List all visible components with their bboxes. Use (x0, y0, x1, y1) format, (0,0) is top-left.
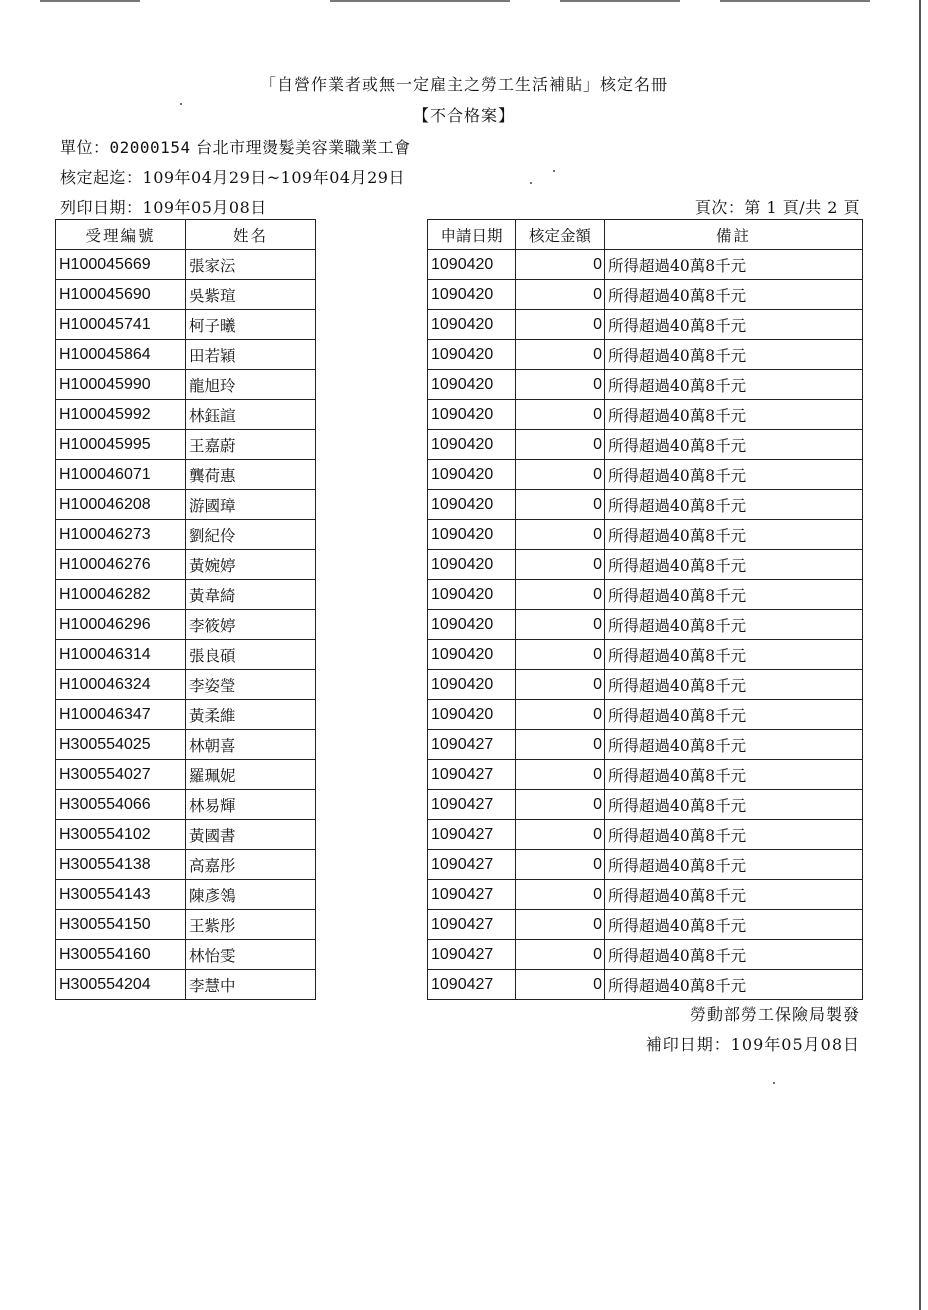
approved-amount-cell: 0 (516, 940, 605, 970)
table-row (56, 520, 316, 550)
apply-date-cell: 1090427 (428, 790, 516, 820)
table-row (56, 970, 316, 1000)
apply-date-cell: 1090420 (428, 430, 516, 460)
approved-amount-cell: 0 (516, 880, 605, 910)
table-row (56, 310, 316, 340)
table-row (428, 250, 863, 280)
remarks-cell: 所得超過40萬8千元 (605, 700, 863, 730)
name-cell: 龔荷惠 (186, 460, 316, 490)
remarks-cell: 所得超過40萬8千元 (605, 940, 863, 970)
approved-amount-cell: 0 (516, 280, 605, 310)
name-cell: 龍旭玲 (186, 370, 316, 400)
name-cell: 張良碩 (186, 640, 316, 670)
period-line (60, 165, 405, 188)
name-cell: 黃婉婷 (186, 550, 316, 580)
name-cell: 田若穎 (186, 340, 316, 370)
approved-amount-cell: 0 (516, 460, 605, 490)
scan-top-line (720, 0, 870, 2)
remarks-cell: 所得超過40萬8千元 (605, 370, 863, 400)
approved-amount-cell: 0 (516, 790, 605, 820)
name-cell: 黃柔維 (186, 700, 316, 730)
table-row (428, 370, 863, 400)
table-row (428, 520, 863, 550)
reprint-line (646, 1032, 860, 1055)
table-row (428, 940, 863, 970)
table-row (428, 400, 863, 430)
approved-amount-cell: 0 (516, 370, 605, 400)
case-number-cell: H100045864 (56, 340, 186, 370)
table-row (56, 760, 316, 790)
table-row (56, 430, 316, 460)
unit-code: 02000154 (109, 138, 191, 157)
document-title: 「自營作業者或無一定雇主之勞工生活補貼」核定名冊 (259, 75, 668, 94)
apply-date-cell: 1090420 (428, 280, 516, 310)
print-date-label: 列印日期： (60, 198, 143, 217)
table-row (56, 340, 316, 370)
remarks-cell: 所得超過40萬8千元 (605, 820, 863, 850)
name-cell: 李姿瑩 (186, 670, 316, 700)
remarks-cell: 所得超過40萬8千元 (605, 580, 863, 610)
apply-date-cell: 1090420 (428, 700, 516, 730)
table-row (56, 670, 316, 700)
case-number-cell: H100046347 (56, 700, 186, 730)
table-row (56, 400, 316, 430)
apply-date-cell: 1090427 (428, 970, 516, 1000)
table-row (428, 820, 863, 850)
approved-amount-cell: 0 (516, 310, 605, 340)
apply-date-cell: 1090420 (428, 460, 516, 490)
name-cell: 林易輝 (186, 790, 316, 820)
case-number-cell: H300554025 (56, 730, 186, 760)
header-apply-date: 申請日期 (428, 220, 516, 250)
table-row (428, 700, 863, 730)
name-cell: 李慧中 (186, 970, 316, 1000)
scan-speck (530, 182, 532, 184)
table-row (428, 610, 863, 640)
table-row (428, 460, 863, 490)
header-remarks: 備註 (605, 220, 863, 250)
name-cell: 黃韋綺 (186, 580, 316, 610)
table-row (56, 700, 316, 730)
case-number-cell: H100046282 (56, 580, 186, 610)
print-date-line (60, 195, 267, 218)
table-row (428, 310, 863, 340)
scan-speck (773, 1082, 775, 1084)
case-number-cell: H300554066 (56, 790, 186, 820)
approved-amount-cell: 0 (516, 340, 605, 370)
table-header-row (428, 220, 863, 250)
unit-name: 台北市理燙髮美容業職業工會 (196, 138, 411, 157)
table-row (56, 820, 316, 850)
scan-edge-line (919, 0, 921, 1310)
approved-amount-cell: 0 (516, 400, 605, 430)
name-cell: 王紫彤 (186, 910, 316, 940)
document-subtitle: 【不合格案】 (412, 106, 515, 125)
table-row (428, 490, 863, 520)
name-cell: 張家沄 (186, 250, 316, 280)
case-number-cell: H300554102 (56, 820, 186, 850)
unit-label: 單位： (60, 138, 110, 157)
remarks-cell: 所得超過40萬8千元 (605, 280, 863, 310)
apply-date-cell: 1090427 (428, 820, 516, 850)
name-cell: 王嘉蔚 (186, 430, 316, 460)
name-cell: 高嘉彤 (186, 850, 316, 880)
scan-top-line (560, 0, 680, 2)
case-number-cell: H100045669 (56, 250, 186, 280)
apply-date-cell: 1090427 (428, 880, 516, 910)
header-case-number: 受理編號 (56, 220, 186, 250)
case-number-cell: H300554160 (56, 940, 186, 970)
table-row (56, 640, 316, 670)
table-row (56, 370, 316, 400)
case-number-cell: H300554204 (56, 970, 186, 1000)
table-row (56, 250, 316, 280)
apply-date-cell: 1090420 (428, 400, 516, 430)
remarks-cell: 所得超過40萬8千元 (605, 760, 863, 790)
remarks-cell: 所得超過40萬8千元 (605, 460, 863, 490)
table-row (428, 640, 863, 670)
unit-line (60, 135, 411, 158)
table-row (428, 730, 863, 760)
remarks-cell: 所得超過40萬8千元 (605, 850, 863, 880)
name-cell: 李筱婷 (186, 610, 316, 640)
case-number-cell: H100046208 (56, 490, 186, 520)
table-row (56, 580, 316, 610)
table-row (56, 850, 316, 880)
name-cell: 吳紫瑄 (186, 280, 316, 310)
remarks-cell: 所得超過40萬8千元 (605, 730, 863, 760)
case-number-cell: H100046273 (56, 520, 186, 550)
apply-date-cell: 1090427 (428, 910, 516, 940)
header-approved-amount: 核定金額 (516, 220, 605, 250)
scan-top-line (330, 0, 510, 2)
applicant-table (55, 219, 316, 1000)
approved-amount-cell: 0 (516, 700, 605, 730)
apply-date-cell: 1090420 (428, 610, 516, 640)
approved-amount-cell: 0 (516, 820, 605, 850)
remarks-cell: 所得超過40萬8千元 (605, 250, 863, 280)
case-number-cell: H300554138 (56, 850, 186, 880)
table-row (428, 880, 863, 910)
remarks-cell: 所得超過40萬8千元 (605, 640, 863, 670)
remarks-cell: 所得超過40萬8千元 (605, 550, 863, 580)
table-row (428, 340, 863, 370)
name-cell: 游國璋 (186, 490, 316, 520)
name-cell: 林怡雯 (186, 940, 316, 970)
scan-speck (553, 170, 555, 172)
table-row (56, 880, 316, 910)
page-info: 頁次：第 1 頁/共 2 頁 (694, 198, 860, 217)
remarks-cell: 所得超過40萬8千元 (605, 970, 863, 1000)
case-number-cell: H100045690 (56, 280, 186, 310)
table-row (428, 970, 863, 1000)
case-number-cell: H100046314 (56, 640, 186, 670)
case-number-cell: H100045741 (56, 310, 186, 340)
case-number-cell: H100045995 (56, 430, 186, 460)
case-number-cell: H300554027 (56, 760, 186, 790)
apply-date-cell: 1090420 (428, 310, 516, 340)
case-number-cell: H100046324 (56, 670, 186, 700)
scan-top-line (40, 0, 140, 2)
table-row (56, 940, 316, 970)
table-row (56, 610, 316, 640)
print-date-value: 109年05月08日 (142, 198, 267, 217)
approved-amount-cell: 0 (516, 760, 605, 790)
reprint-value: 109年05月08日 (730, 1035, 860, 1054)
table-row (56, 460, 316, 490)
table-row (428, 280, 863, 310)
table-row (56, 910, 316, 940)
period-label: 核定起迄： (60, 168, 143, 187)
approved-amount-cell: 0 (516, 430, 605, 460)
name-cell: 羅珮妮 (186, 760, 316, 790)
apply-date-cell: 1090420 (428, 520, 516, 550)
table-row (428, 790, 863, 820)
approved-amount-cell: 0 (516, 550, 605, 580)
table-row (428, 910, 863, 940)
table-row (428, 550, 863, 580)
table-row (428, 430, 863, 460)
apply-date-cell: 1090420 (428, 550, 516, 580)
table-row (56, 550, 316, 580)
table-row (428, 580, 863, 610)
apply-date-cell: 1090427 (428, 760, 516, 790)
case-number-cell: H300554143 (56, 880, 186, 910)
apply-date-cell: 1090420 (428, 580, 516, 610)
apply-date-cell: 1090420 (428, 640, 516, 670)
approved-amount-cell: 0 (516, 520, 605, 550)
apply-date-cell: 1090427 (428, 850, 516, 880)
table-header-row (56, 220, 316, 250)
remarks-cell: 所得超過40萬8千元 (605, 910, 863, 940)
approved-amount-cell: 0 (516, 610, 605, 640)
table-row (428, 760, 863, 790)
apply-date-cell: 1090420 (428, 670, 516, 700)
case-number-cell: H300554150 (56, 910, 186, 940)
remarks-cell: 所得超過40萬8千元 (605, 670, 863, 700)
apply-date-cell: 1090420 (428, 250, 516, 280)
case-number-cell: H100046071 (56, 460, 186, 490)
approved-amount-cell: 0 (516, 970, 605, 1000)
apply-date-cell: 1090427 (428, 940, 516, 970)
apply-date-cell: 1090420 (428, 490, 516, 520)
result-table (427, 219, 863, 1000)
table-row (56, 490, 316, 520)
remarks-cell: 所得超過40萬8千元 (605, 430, 863, 460)
remarks-cell: 所得超過40萬8千元 (605, 310, 863, 340)
remarks-cell: 所得超過40萬8千元 (605, 610, 863, 640)
apply-date-cell: 1090427 (428, 730, 516, 760)
issuer: 勞動部勞工保險局製發 (689, 1005, 860, 1024)
remarks-cell: 所得超過40萬8千元 (605, 490, 863, 520)
case-number-cell: H100045990 (56, 370, 186, 400)
approved-amount-cell: 0 (516, 730, 605, 760)
remarks-cell: 所得超過40萬8千元 (605, 340, 863, 370)
approved-amount-cell: 0 (516, 490, 605, 520)
apply-date-cell: 1090420 (428, 340, 516, 370)
approved-amount-cell: 0 (516, 580, 605, 610)
table-row (56, 280, 316, 310)
table-row (56, 730, 316, 760)
approved-amount-cell: 0 (516, 250, 605, 280)
remarks-cell: 所得超過40萬8千元 (605, 790, 863, 820)
remarks-cell: 所得超過40萬8千元 (605, 880, 863, 910)
table-row (56, 790, 316, 820)
table-row (428, 850, 863, 880)
approved-amount-cell: 0 (516, 640, 605, 670)
approved-amount-cell: 0 (516, 910, 605, 940)
name-cell: 林朝喜 (186, 730, 316, 760)
name-cell: 陳彥鴒 (186, 880, 316, 910)
apply-date-cell: 1090420 (428, 370, 516, 400)
remarks-cell: 所得超過40萬8千元 (605, 520, 863, 550)
reprint-label: 補印日期： (645, 1035, 731, 1054)
case-number-cell: H100046276 (56, 550, 186, 580)
name-cell: 劉紀伶 (186, 520, 316, 550)
approved-amount-cell: 0 (516, 670, 605, 700)
case-number-cell: H100045992 (56, 400, 186, 430)
remarks-cell: 所得超過40萬8千元 (605, 400, 863, 430)
name-cell: 林鈺諠 (186, 400, 316, 430)
table-row (428, 670, 863, 700)
approved-amount-cell: 0 (516, 850, 605, 880)
name-cell: 柯子曦 (186, 310, 316, 340)
period-value: 109年04月29日~109年04月29日 (142, 168, 405, 187)
name-cell: 黃國書 (186, 820, 316, 850)
case-number-cell: H100046296 (56, 610, 186, 640)
header-name: 姓名 (186, 220, 316, 250)
